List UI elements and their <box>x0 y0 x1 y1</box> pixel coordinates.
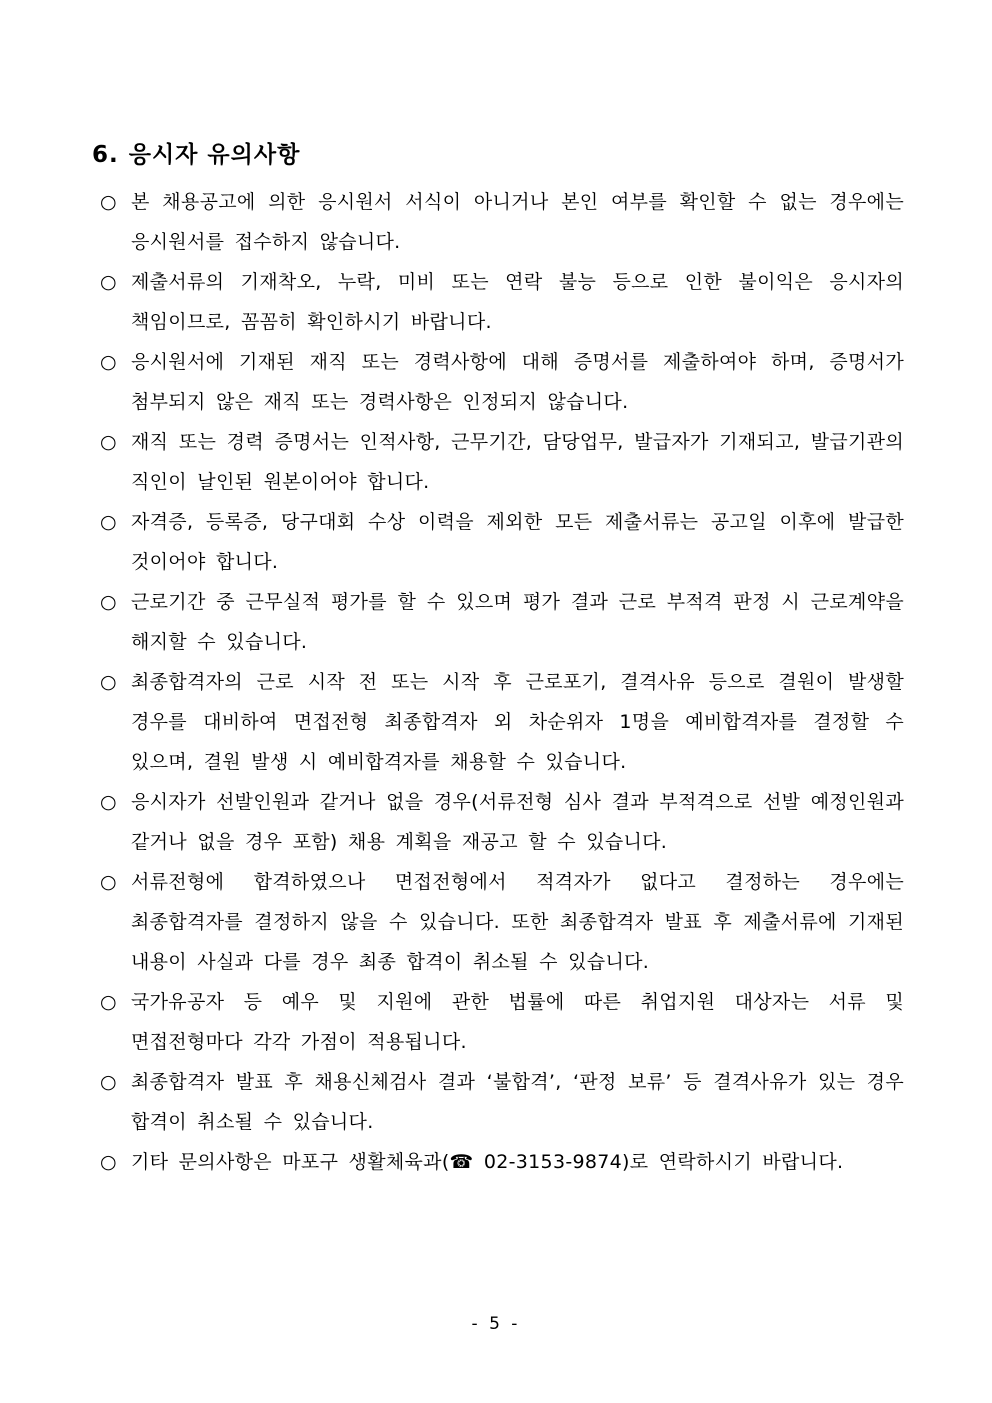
notice-item <box>100 1142 904 1182</box>
notice-item <box>100 262 904 342</box>
notice-item <box>100 782 904 862</box>
circle-bullet-icon: ○ <box>100 791 117 813</box>
notice-item <box>100 982 904 1062</box>
notice-item <box>100 342 904 422</box>
section-heading <box>92 138 300 172</box>
notice-text: 응시자가 선발인원과 같거나 없을 경우(서류전형 심사 결과 부적격으로 선발 예정인원과 같거나 없을 경우 포함) 채용 계획을 재공고 할 수 있습니다. <box>131 791 904 853</box>
circle-bullet-icon: ○ <box>100 271 117 293</box>
notice-text: 응시원서에 기재된 재직 또는 경력사항에 대해 증명서를 제출하여야 하며, 증명서가 첨부되지 않은 재직 또는 경력사항은 인정되지 않습니다. <box>131 351 904 413</box>
notice-item <box>100 582 904 662</box>
circle-bullet-icon: ○ <box>100 351 117 373</box>
circle-bullet-icon: ○ <box>100 671 117 693</box>
notice-text: 근로기간 중 근무실적 평가를 할 수 있으며 평가 결과 근로 부적격 판정 시 근로계약을 해지할 수 있습니다. <box>131 591 904 653</box>
page-number: - 5 - <box>471 1314 521 1334</box>
notice-text: 서류전형에 합격하였으나 면접전형에서 적격자가 없다고 결정하는 경우에는 최종합격자를 결정하지 않을 수 있습니다. 또한 최종합격자 발표 후 제출서류에 기재된 내용이 사실과 다를 경우 최종 합격이 취소될 수 있습니다. <box>131 871 904 973</box>
circle-bullet-icon: ○ <box>100 511 117 533</box>
notice-text: 국가유공자 등 예우 및 지원에 관한 법률에 따른 취업지원 대상자는 서류 및 면접전형마다 각각 가점이 적용됩니다. <box>131 991 904 1053</box>
notice-text: 기타 문의사항은 마포구 생활체육과(☎ 02-3153-9874)로 연락하시기 바랍니다. <box>131 1151 844 1173</box>
notice-list <box>100 182 904 1182</box>
notice-item <box>100 662 904 782</box>
circle-bullet-icon: ○ <box>100 191 117 213</box>
notice-text: 최종합격자 발표 후 채용신체검사 결과 ‘불합격’, ‘판정 보류’ 등 결격사유가 있는 경우 합격이 취소될 수 있습니다. <box>131 1071 904 1133</box>
section-number: 6. <box>92 142 119 168</box>
notice-text: 최종합격자의 근로 시작 전 또는 시작 후 근로포기, 결격사유 등으로 결원이 발생할 경우를 대비하여 면접전형 최종합격자 외 차순위자 1명을 예비합격자를 결정할 수 있으며, 결원 발생 시 예비합격자를 채용할 수 있습니다. <box>131 671 904 773</box>
notice-text: 재직 또는 경력 증명서는 인적사항, 근무기간, 담당업무, 발급자가 기재되고, 발급기관의 직인이 날인된 원본이어야 합니다. <box>131 431 904 493</box>
circle-bullet-icon: ○ <box>100 1151 117 1173</box>
notice-item <box>100 422 904 502</box>
circle-bullet-icon: ○ <box>100 871 117 893</box>
circle-bullet-icon: ○ <box>100 991 117 1013</box>
notice-item <box>100 1062 904 1142</box>
notice-item <box>100 862 904 982</box>
notice-text: 제출서류의 기재착오, 누락, 미비 또는 연락 불능 등으로 인한 불이익은 응시자의 책임이므로, 꼼꼼히 확인하시기 바랍니다. <box>131 271 904 333</box>
notice-item <box>100 502 904 582</box>
section-title: 응시자 유의사항 <box>128 142 301 168</box>
notice-item <box>100 182 904 262</box>
circle-bullet-icon: ○ <box>100 1071 117 1093</box>
circle-bullet-icon: ○ <box>100 431 117 453</box>
circle-bullet-icon: ○ <box>100 591 117 613</box>
notice-text: 자격증, 등록증, 당구대회 수상 이력을 제외한 모든 제출서류는 공고일 이후에 발급한 것이어야 합니다. <box>131 511 904 573</box>
notice-text: 본 채용공고에 의한 응시원서 서식이 아니거나 본인 여부를 확인할 수 없는 경우에는 응시원서를 접수하지 않습니다. <box>131 191 904 253</box>
